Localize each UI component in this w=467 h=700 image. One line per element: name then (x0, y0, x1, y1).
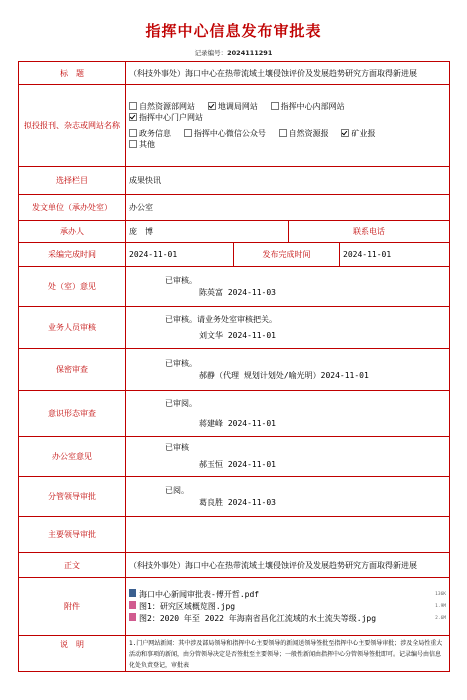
secrecy-review-sign: 郝静（代理 规划计划处/喻光明）2024-11-01 (199, 370, 369, 380)
option-wechat-label: 指挥中心微信公众号 (193, 129, 266, 138)
publish-time-value[interactable]: 2024-11-01 (340, 243, 450, 267)
channels-line-4 (129, 139, 446, 150)
row-handler (19, 221, 450, 243)
checkbox-internal-site[interactable] (271, 102, 279, 110)
leader-approval-cell (126, 477, 450, 517)
column-value[interactable]: 成果快讯 (126, 167, 450, 195)
option-portal-site-label: 指挥中心门户网站 (139, 113, 203, 122)
office-opinion-label: 办公室意见 (19, 437, 126, 477)
checkbox-mining-news[interactable] (341, 129, 349, 137)
attachments-label: 附件 (19, 578, 126, 636)
row-staff-review (19, 307, 450, 349)
pdf-file-icon (129, 589, 136, 597)
handler-label: 承办人 (19, 221, 126, 243)
chief-approval-label: 主要领导审批 (19, 517, 126, 553)
checkbox-mnr-site[interactable] (129, 102, 137, 110)
collect-time-value[interactable]: 2024-11-01 (126, 243, 234, 267)
row-dept-opinion (19, 267, 450, 307)
page-title: 指挥中心信息发布审批表 (145, 22, 322, 40)
office-opinion-cell (126, 437, 450, 477)
attachment-name[interactable]: 图2：2020 年至 2022 年海南省昌化江流域的水土流失等级.jpg (139, 613, 377, 623)
handler-value[interactable]: 庞 博 (126, 221, 289, 243)
checkbox-resources-news[interactable] (279, 129, 287, 137)
option-mining-news-label: 矿业报 (351, 129, 376, 138)
row-notes (19, 636, 450, 672)
record-label: 记录编号： (194, 49, 228, 57)
attachment-size: 2.6M (435, 615, 446, 621)
staff-review-cell (126, 307, 450, 349)
dept-opinion-sign: 陈英富 2024-11-03 (199, 287, 276, 297)
attachments-cell (126, 578, 450, 636)
checkbox-wechat[interactable] (184, 129, 192, 137)
ideology-review-cell (126, 391, 450, 437)
attachment-item[interactable] (129, 613, 446, 625)
checkbox-portal-site[interactable] (129, 113, 137, 121)
dept-opinion-text: 已审核。 (165, 275, 197, 285)
channels-options (126, 85, 450, 167)
row-subject (19, 62, 450, 85)
leader-approval-label: 分管领导审批 (19, 477, 126, 517)
publish-time-label: 发布完成时间 (234, 243, 340, 267)
option-resources-news-label: 自然资源报 (288, 129, 329, 138)
secrecy-review-text: 已审核。 (165, 358, 197, 368)
row-attachments (19, 578, 450, 636)
image-file-icon (129, 613, 136, 621)
attachment-name[interactable]: 图1：研究区域概览图.jpg (139, 601, 236, 611)
notes-text: 1.门户网站新闻：其中涉及部局领导和指挥中心主要领导的新闻送领导签批至指挥中心主要领导审批；涉及全局性重大活动和事项的新闻，由分管领导决定是否签批至主要领导；一般性新闻由指挥中心分管领导签批即可。记录编号由信息化处负责登记，审批表 (126, 636, 450, 672)
body-value[interactable]: （科技外事处）海口中心在热带流域土壤侵蚀评价及发展趋势研究方面取得新进展 (126, 553, 450, 578)
attachment-size: 1.9M (435, 603, 446, 609)
ideology-review-label: 意识形态审查 (19, 391, 126, 437)
unit-label: 发文单位（承办处室） (19, 195, 126, 221)
checkbox-cgs-site[interactable] (208, 102, 216, 110)
row-chief-approval (19, 517, 450, 553)
attachment-item[interactable] (129, 601, 446, 613)
office-opinion-sign: 郝玉恒 2024-11-01 (199, 460, 276, 469)
option-other-label: 其他 (139, 140, 155, 149)
leader-approval-sign: 葛良胜 2024-11-03 (199, 497, 276, 507)
chief-approval-cell[interactable] (126, 517, 450, 553)
unit-value[interactable]: 办公室 (126, 195, 450, 221)
staff-review-text: 已审核。请业务处室审核把关。 (165, 314, 277, 324)
channels-label: 拟投报刊、杂志或网站名称 (19, 85, 126, 167)
option-portal-site[interactable] (129, 112, 203, 123)
row-body (19, 553, 450, 578)
staff-review-sign: 刘文华 2024-11-01 (199, 330, 276, 340)
option-gov-info[interactable] (129, 128, 171, 139)
option-other[interactable] (129, 139, 155, 150)
subject-value[interactable]: （科技外事处）海口中心在热带流域土壤侵蚀评价及发展趋势研究方面取得新进展 (126, 62, 450, 85)
attachment-name[interactable]: 海口中心新闻审批表-傅开哲.pdf (139, 589, 260, 599)
staff-review-label: 业务人员审核 (19, 307, 126, 349)
approval-table (18, 61, 450, 672)
channels-line-1 (129, 101, 446, 112)
leader-approval-text: 已阅。 (165, 485, 189, 495)
option-internal-site-label: 指挥中心内部网站 (280, 102, 345, 111)
attachment-size: 136K (435, 591, 446, 597)
option-mnr-site-label: 自然资源部网站 (139, 102, 195, 111)
record-value: 2024111291 (227, 49, 273, 57)
row-unit (19, 195, 450, 221)
option-gov-info-label: 政务信息 (139, 129, 171, 138)
notes-label: 说 明 (19, 636, 126, 672)
row-secrecy-review (19, 349, 450, 391)
collect-time-label: 采编完成时间 (19, 243, 126, 267)
option-internal-site[interactable] (271, 101, 345, 112)
ideology-review-sign: 蒋建峰 2024-11-01 (199, 418, 276, 428)
phone-label: 联系电话 (289, 221, 450, 243)
option-wechat[interactable] (184, 128, 266, 139)
option-cgs-site[interactable] (208, 101, 258, 112)
body-label: 正文 (19, 553, 126, 578)
ideology-review-text: 已审阅。 (165, 398, 197, 408)
row-office-opinion (19, 437, 450, 477)
record-number (0, 48, 467, 57)
row-column (19, 167, 450, 195)
option-cgs-site-label: 地调局网站 (217, 102, 258, 111)
option-mnr-site[interactable] (129, 101, 195, 112)
image-file-icon (129, 601, 136, 609)
row-leader-approval (19, 477, 450, 517)
channels-line-3 (129, 128, 446, 139)
row-channels (19, 85, 450, 167)
subject-label: 标 题 (19, 62, 126, 85)
dept-opinion-label: 处（室）意见 (19, 267, 126, 307)
office-opinion-text: 已审核 (165, 443, 189, 452)
row-dates (19, 243, 450, 267)
row-ideology-review (19, 391, 450, 437)
secrecy-review-label: 保密审查 (19, 349, 126, 391)
attachment-item[interactable] (129, 589, 446, 601)
secrecy-review-cell (126, 349, 450, 391)
checkbox-gov-info[interactable] (129, 129, 137, 137)
checkbox-other[interactable] (129, 140, 137, 148)
option-mining-news[interactable] (341, 128, 375, 139)
column-label: 选择栏目 (19, 167, 126, 195)
channels-line-2 (129, 112, 446, 123)
option-resources-news[interactable] (279, 128, 329, 139)
dept-opinion-cell (126, 267, 450, 307)
